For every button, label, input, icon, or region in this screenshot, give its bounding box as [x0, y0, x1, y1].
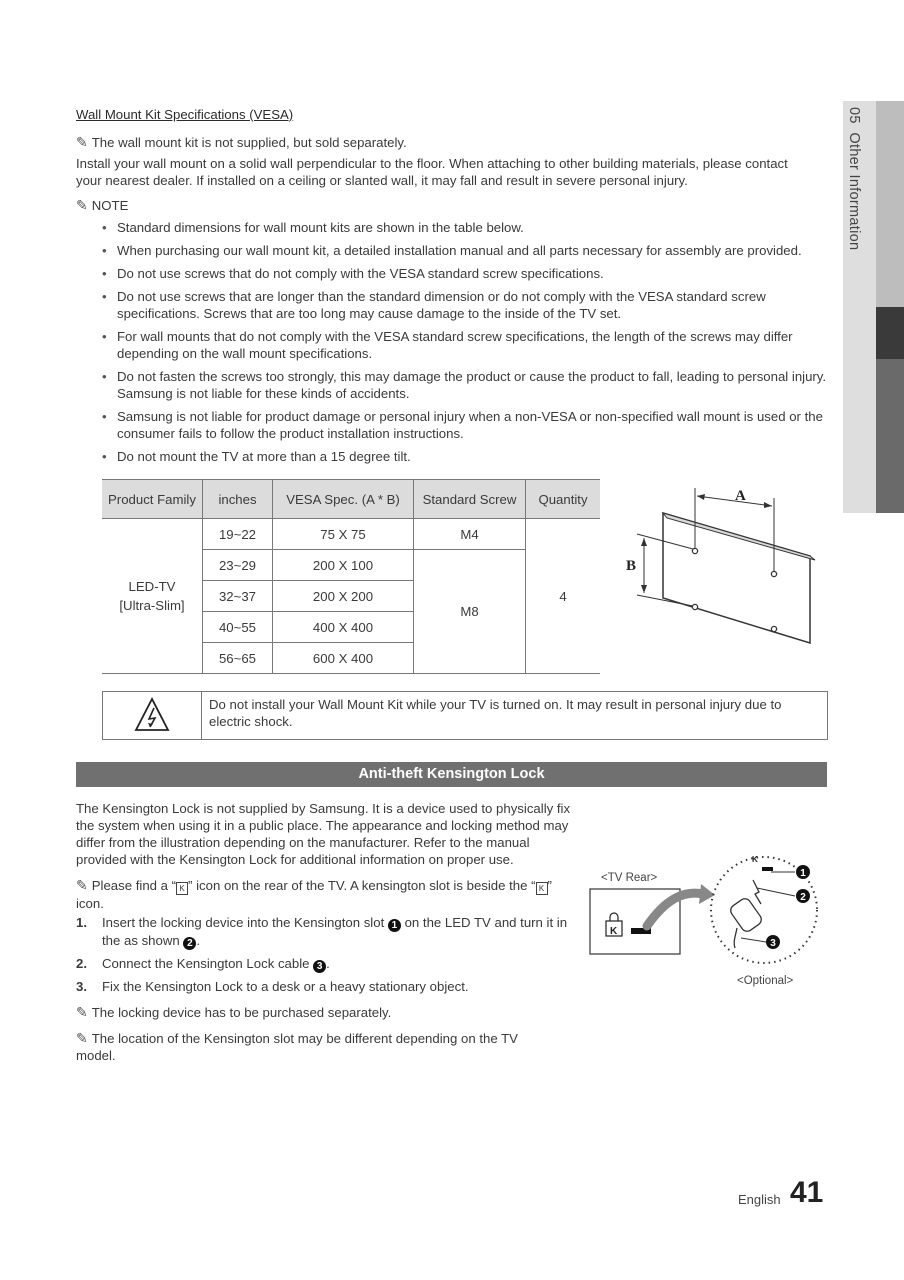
callout-line — [757, 888, 795, 896]
kensington-k-icon: K — [536, 882, 548, 895]
arrow-head — [641, 538, 647, 546]
arrow-head — [641, 585, 647, 593]
purchase-note: ✎ The locking device has to be purchased separately. — [76, 1004, 392, 1020]
step-badge-3: 3 — [313, 960, 326, 973]
kensington-lock-illustration — [585, 838, 830, 978]
dimension-b-label: B — [626, 558, 637, 574]
warning-text: Do not install your Wall Mount Kit while your TV is turned on. It may result in personal injury due to electric shock. — [209, 697, 782, 729]
electric-warning-icon — [103, 692, 201, 739]
step-badge-1: 1 — [388, 919, 401, 932]
inches-cell: 19~22 — [203, 519, 273, 550]
note-not-supplied: ✎ The wall mount kit is not supplied, but sold separately. — [76, 134, 407, 150]
step-badge-2: 2 — [183, 937, 196, 950]
list-item: • When purchasing our wall mount kit, a detailed installation manual and all parts necessary for assembly are provided. — [100, 242, 830, 259]
note-pencil-icon: ✎ — [76, 877, 88, 893]
column-header: VESA Spec. (A * B) — [273, 480, 414, 519]
slot-detail — [762, 867, 773, 871]
section-title-band: Anti-theft Kensington Lock — [76, 762, 827, 787]
kensington-steps — [76, 914, 581, 995]
lock-cable — [734, 928, 737, 948]
tv-rear-label: <TV Rear> — [601, 872, 658, 884]
rotation-arrow — [753, 880, 761, 904]
kensington-k-icon: K — [752, 855, 758, 864]
warning-icon-cell — [103, 692, 202, 739]
mount-hole — [692, 604, 697, 609]
dimension-a-label: A — [735, 488, 746, 504]
callout-number: 3 — [770, 938, 776, 949]
side-tab-active-marker — [876, 307, 904, 359]
mount-hole — [692, 548, 697, 553]
spec-cell: 75 X 75 — [273, 519, 414, 550]
table-header-row — [102, 480, 600, 519]
mount-hole — [771, 571, 776, 576]
list-item: • Do not use screws that are longer than the standard dimension or do not comply with the VESA standard screw specifications. Screws that are too long may cause damage to the inside of the TV set. — [100, 288, 830, 322]
chapter-label: 05 Other Information — [846, 107, 862, 251]
spec-cell: 600 X 400 — [273, 643, 414, 674]
install-paragraph: Install your wall mount on a solid wall perpendicular to the floor. When attaching to other building materials, please contact your nearest dealer. If installed on a ceiling or slanted wall, it may fall and result in severe personal injury. — [76, 156, 788, 188]
table-row — [102, 519, 600, 550]
lock-device-body — [728, 896, 763, 933]
tv-back-outline — [663, 513, 810, 643]
column-header: Quantity — [526, 480, 601, 519]
list-item: • Standard dimensions for wall mount kits are shown in the table below. — [100, 219, 830, 236]
list-item: 1. Insert the locking device into the Kensington slot 1 on the LED TV and turn it in the as shown 2 . — [76, 915, 568, 949]
kensington-k-icon: K — [176, 882, 188, 895]
list-item: 2. Connect the Kensington Lock cable 3 . — [76, 956, 330, 972]
optional-label: <Optional> — [737, 975, 794, 987]
mount-hole — [771, 626, 776, 631]
list-item: • For wall mounts that do not comply with the VESA standard screw specifications, the length of the screws may differ depending on the wall mount specifications. — [100, 328, 830, 362]
list-item: 3. Fix the Kensington Lock to a desk or a heavy stationary object. — [76, 979, 469, 994]
location-note: ✎ The location of the Kensington slot may be different depending on the TV model. — [76, 1030, 518, 1063]
spec-cell: 200 X 200 — [273, 581, 414, 612]
side-tab-stripe-lower — [876, 359, 904, 513]
inches-cell: 23~29 — [203, 550, 273, 581]
inches-cell: 32~37 — [203, 581, 273, 612]
list-item: • Do not mount the TV at more than a 15 degree tilt. — [100, 448, 830, 465]
side-tab-stripe — [876, 101, 904, 307]
kensington-k-icon: K — [610, 926, 618, 937]
inches-cell: 56~65 — [203, 643, 273, 674]
note-pencil-icon: ✎ — [76, 1030, 88, 1046]
list-item: • Do not fasten the screws too strongly, this may damage the product or cause the product to fall, leading to personal injury. Samsung is not liable for these kinds of accidents. — [100, 368, 830, 402]
column-header: Standard Screw — [414, 480, 526, 519]
vesa-mount-diagram — [615, 478, 830, 648]
note-bullet-list — [100, 219, 830, 471]
note-header: ✎ NOTE — [76, 197, 129, 213]
quantity-cell: 4 — [526, 519, 601, 674]
list-item: • Samsung is not liable for product damage or personal injury when a non-VESA or non-specified wall mount is used or the consumer fails to follow the product installation instructions. — [100, 408, 830, 442]
product-family-cell: LED-TV [Ultra-Slim] — [102, 519, 203, 674]
inches-cell: 40~55 — [203, 612, 273, 643]
note-pencil-icon: ✎ — [76, 134, 88, 150]
callout-line — [741, 938, 766, 942]
callout-number: 2 — [800, 892, 806, 903]
find-icon-note: ✎ Please find a “ K ” icon on the rear of the TV. A kensington slot is beside the “ K ” icon. — [76, 877, 552, 911]
column-header: Product Family — [102, 480, 203, 519]
screw-cell: M8 — [414, 550, 526, 674]
page-number: 41 — [790, 1176, 824, 1209]
footer-language: English — [738, 1192, 781, 1207]
section-heading: Wall Mount Kit Specifications (VESA) — [76, 107, 294, 122]
screw-cell: M4 — [414, 519, 526, 550]
callout-number: 1 — [800, 868, 806, 879]
note-pencil-icon: ✎ — [76, 197, 88, 213]
list-item: • Do not use screws that do not comply with the VESA standard screw specifications. — [100, 265, 830, 282]
spec-cell: 200 X 100 — [273, 550, 414, 581]
arrow-head — [764, 502, 772, 508]
spec-cell: 400 X 400 — [273, 612, 414, 643]
note-pencil-icon: ✎ — [76, 1004, 88, 1020]
vesa-spec-table — [102, 479, 600, 674]
column-header: inches — [203, 480, 273, 519]
arrow-head — [697, 494, 705, 500]
kensington-intro: The Kensington Lock is not supplied by Samsung. It is a device used to physically fix the system when using it in a public place. The appearance and locking method may differ from the illustration depending on the manufacturer. Refer to the manual provided with the Kensington Lock for additional information on proper use. — [76, 801, 571, 867]
electric-shock-warning-box — [102, 691, 828, 740]
